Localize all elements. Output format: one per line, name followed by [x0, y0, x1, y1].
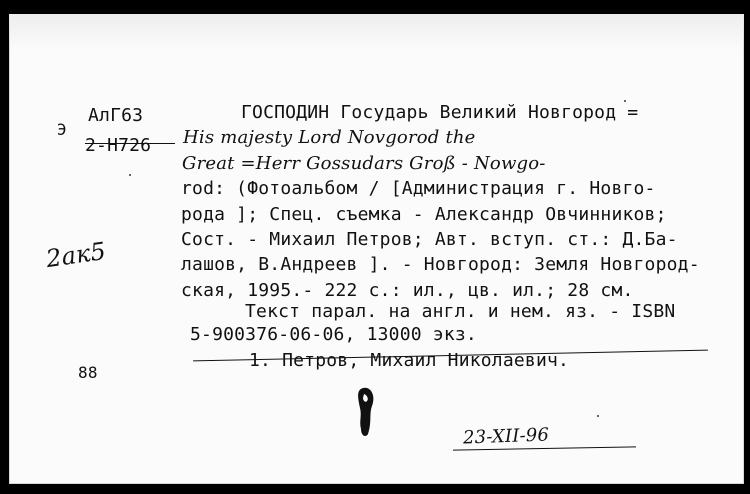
handwritten-marginal-note: 2ак5: [44, 236, 108, 274]
card-top-edge-shadow: [9, 14, 744, 50]
shelfmark: АлГ63: [88, 105, 144, 126]
title-line-7: лашов, В.Андреев ]. - Новгород: Земля Новгород-: [181, 254, 700, 275]
card-code: Э: [57, 120, 67, 139]
scan-dust-1: [129, 174, 131, 176]
added-entry-line: 1. Петров, Михаил Николаевич.: [249, 350, 570, 371]
title-line-5: рода ]; Спец. съемка - Александр Овчинников;: [181, 204, 667, 225]
ink-stamp-icon: [355, 386, 377, 438]
number-88: 88: [78, 363, 98, 382]
date-mark: 23-XII-96: [462, 424, 550, 449]
title-line-2: His majesty Lord Novgorod the: [183, 127, 476, 148]
scan-dust-3: [597, 415, 599, 417]
title-line-10: 5-900376-06-06, 13000 экз.: [190, 324, 477, 345]
scan-dust-2: [624, 100, 626, 102]
title-line-3: Great =Herr Gossudars Groß - Nowgo-: [182, 153, 546, 174]
title-line-9: Текст парал. на англ. и нем. яз. - ISBN: [245, 301, 676, 322]
title-line-1: ГОСПОДИН Государь Великий Новгород =: [241, 102, 639, 123]
title-line-4: rod: (Фотоальбом / [Администрация г. Новго-: [181, 178, 656, 199]
call-number: 2-Н726: [85, 135, 152, 156]
title-line-8: ская, 1995.- 222 с.: ил., цв. ил.; 28 см.: [181, 280, 634, 301]
title-line-6: Сост. - Михаил Петров; Авт. вступ. ст.: Д.Ба-: [181, 229, 678, 250]
catalog-card: [9, 14, 744, 484]
